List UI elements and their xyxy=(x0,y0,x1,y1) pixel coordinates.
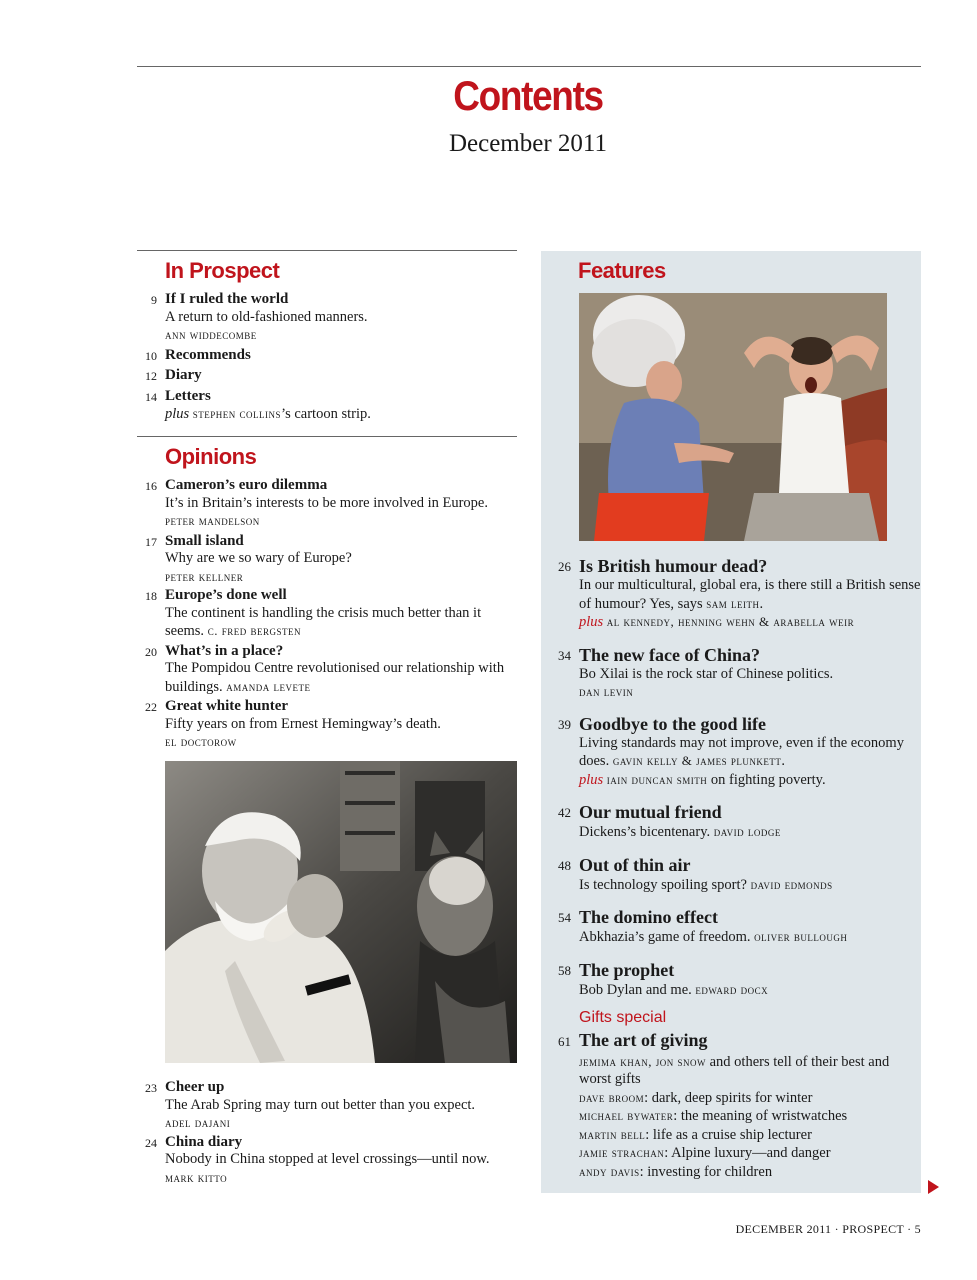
description-text: Bob Dylan and me. xyxy=(579,981,692,998)
item-author: peter mandelson xyxy=(165,513,260,528)
description-end: . xyxy=(759,595,764,612)
page-number: 12 xyxy=(145,369,157,383)
features-list xyxy=(541,555,921,1181)
top-rule xyxy=(137,66,921,67)
item-title: China diary xyxy=(165,1133,243,1150)
page-number: 39 xyxy=(558,716,571,732)
description-text: Dickens’s bicentenary. xyxy=(579,824,711,840)
page-number: 9 xyxy=(151,293,157,307)
description-text: Is technology spoiling sport? xyxy=(579,876,747,893)
page-number: 22 xyxy=(145,700,157,714)
description-text: The Pompidou Centre revolutionised our relationship with buildings. xyxy=(165,660,505,695)
item-title: Cheer up xyxy=(165,1079,225,1095)
item-description xyxy=(579,876,921,895)
item-author: amanda levete xyxy=(226,678,311,694)
item-author: david lodge xyxy=(713,824,781,839)
page-number: 10 xyxy=(145,348,157,363)
list-item[interactable] xyxy=(541,801,921,842)
list-item[interactable] xyxy=(137,388,517,424)
gifts-intro xyxy=(579,1053,921,1089)
gifts-intro-text: and others tell of their best and worst gifts xyxy=(579,1053,890,1087)
item-title: The new face of China? xyxy=(579,644,760,665)
gifts-line-author: dave broom xyxy=(579,1089,645,1105)
item-title: Small island xyxy=(165,532,244,549)
list-item[interactable] xyxy=(137,291,517,344)
page-number: 16 xyxy=(145,479,157,493)
item-title: Goodbye to the good life xyxy=(579,713,766,734)
gifts-line xyxy=(579,1089,921,1108)
gifts-special-label: Gifts special xyxy=(579,1009,667,1026)
gifts-line xyxy=(579,1107,921,1126)
gifts-line-text: : dark, deep spirits for winter xyxy=(644,1089,813,1106)
page-number: 23 xyxy=(145,1081,157,1095)
item-author: peter kellner xyxy=(165,568,244,584)
item-author: gavin kelly & james plunkett xyxy=(612,753,782,768)
gifts-line-text: : Alpine luxury—and danger xyxy=(664,1145,831,1161)
list-item[interactable] xyxy=(137,643,517,697)
list-item[interactable] xyxy=(137,587,517,641)
page-number: 26 xyxy=(558,559,571,574)
list-item[interactable] xyxy=(137,477,517,531)
item-plus xyxy=(579,613,921,632)
gifts-intro-names: jemima khan, jon snow xyxy=(579,1053,706,1069)
item-author: sam leith xyxy=(706,595,760,611)
page-title: Contents xyxy=(453,72,603,119)
item-title: Letters xyxy=(165,387,211,404)
description-end: . xyxy=(781,753,786,769)
page-number: 34 xyxy=(558,647,571,663)
gifts-line xyxy=(579,1126,921,1145)
page-number: 14 xyxy=(145,389,157,404)
in-prospect-heading: In Prospect xyxy=(165,258,280,283)
in-prospect-rule xyxy=(137,250,517,251)
item-title: What’s in a place? xyxy=(165,642,284,659)
gifts-line-text: : the meaning of wristwatches xyxy=(673,1108,848,1124)
gifts-line-text: : life as a cruise ship lecturer xyxy=(645,1126,812,1143)
features-heading: Features xyxy=(578,258,666,283)
description-text: Abkhazia’s game of freedom. xyxy=(579,929,751,945)
list-item[interactable] xyxy=(541,906,921,947)
item-description xyxy=(579,735,921,771)
list-item[interactable] xyxy=(541,959,921,1000)
plus-text: on fighting poverty. xyxy=(707,771,826,788)
item-description: Bo Xilai is the rock star of Chinese politics. xyxy=(579,665,834,682)
item-title: Out of thin air xyxy=(579,854,691,875)
hemingway-photo-illustration xyxy=(165,761,517,1063)
list-item[interactable] xyxy=(137,1134,517,1187)
issue-date: December 2011 xyxy=(448,130,608,157)
gifts-line-author: andy davis xyxy=(579,1163,640,1179)
item-title: Great white hunter xyxy=(165,698,289,714)
item-description: Why are we so wary of Europe? xyxy=(165,550,352,566)
page-number: 58 xyxy=(558,962,571,978)
page-number: 48 xyxy=(558,857,571,873)
item-author: adel dajani xyxy=(165,1115,231,1130)
item-description xyxy=(165,660,517,696)
item-title: Diary xyxy=(165,367,202,383)
gifts-line-text: : investing for children xyxy=(639,1163,773,1180)
gifts-line xyxy=(579,1163,921,1182)
list-item[interactable] xyxy=(541,555,921,632)
item-description: The Arab Spring may turn out better than you expect. xyxy=(165,1096,476,1113)
item-author: oliver bullough xyxy=(754,929,848,944)
in-prospect-list xyxy=(137,291,517,424)
item-title: The domino effect xyxy=(579,907,718,927)
list-item[interactable] xyxy=(137,347,517,365)
page-number: 54 xyxy=(558,910,571,925)
opinions-heading: Opinions xyxy=(165,444,257,469)
page-number: 61 xyxy=(558,1034,571,1049)
item-title: Is British humour dead? xyxy=(579,556,768,576)
page-folio: DECEMBER 2011 · PROSPECT · 5 xyxy=(735,1222,921,1236)
opinions-list xyxy=(137,477,517,751)
item-description xyxy=(165,495,517,531)
gifts-line-author: jamie strachan xyxy=(579,1145,665,1160)
page-number: 42 xyxy=(558,805,571,820)
item-plus xyxy=(579,771,921,790)
item-description xyxy=(579,577,921,613)
item-description: A return to old-fashioned manners. xyxy=(165,308,368,325)
item-title: Recommends xyxy=(165,346,251,363)
opinions-list-continued xyxy=(137,1079,517,1186)
plus-author: iain duncan smith xyxy=(606,771,708,787)
list-item[interactable] xyxy=(137,1079,517,1132)
description-text: In our multicultural, global era, is there still a British sense of humour? Yes, says xyxy=(579,577,921,612)
features-photo-illustration xyxy=(579,293,887,541)
item-title: Our mutual friend xyxy=(579,802,722,822)
plus-text: ’s cartoon strip. xyxy=(281,406,371,422)
item-author: ann widdecombe xyxy=(165,327,257,342)
description-text: It’s in Britain’s interests to be more involved in Europe. xyxy=(165,494,488,511)
plus-label: plus xyxy=(579,614,604,630)
page-number: 24 xyxy=(145,1135,157,1150)
item-author: c. fred bergsten xyxy=(207,623,301,638)
description-text: The continent is handling the crisis much better than it seems. xyxy=(165,604,482,639)
page-number: 18 xyxy=(145,589,157,603)
list-item[interactable] xyxy=(541,644,921,701)
item-title: Europe’s done well xyxy=(165,587,287,603)
item-title: If I ruled the world xyxy=(165,291,289,307)
list-item[interactable] xyxy=(541,713,921,790)
list-item[interactable] xyxy=(541,854,921,895)
item-author: el doctorow xyxy=(165,734,237,749)
opinions-rule xyxy=(137,436,517,437)
item-author: edward docx xyxy=(695,981,769,997)
gifts-line xyxy=(579,1144,921,1163)
item-description xyxy=(579,823,921,842)
page-number: 20 xyxy=(145,644,157,659)
item-title: The prophet xyxy=(579,959,675,980)
item-description xyxy=(579,981,921,1000)
list-item[interactable] xyxy=(137,367,517,385)
list-item[interactable] xyxy=(137,533,517,586)
item-author: stephen collins xyxy=(192,406,282,421)
hemingway-photo xyxy=(165,761,517,1063)
page-number: 17 xyxy=(145,534,157,549)
item-author: mark kitto xyxy=(165,1169,228,1185)
description-text: Living standards may not improve, even if the economy does. xyxy=(579,734,904,769)
list-item[interactable] xyxy=(137,698,517,751)
item-author: david edmonds xyxy=(750,876,833,892)
item-title: The art of giving xyxy=(579,1029,708,1050)
gifts-special-item[interactable] xyxy=(541,1009,921,1181)
plus-label: plus xyxy=(579,771,604,788)
next-page-arrow-icon[interactable] xyxy=(928,1180,939,1194)
gifts-line-author: michael bywater xyxy=(579,1108,674,1123)
item-description xyxy=(165,405,517,424)
item-description: Nobody in China stopped at level crossings—until now. xyxy=(165,1151,490,1167)
item-title: Cameron’s euro dilemma xyxy=(165,477,328,493)
gifts-line-author: martin bell xyxy=(579,1126,646,1142)
item-author: dan levin xyxy=(579,684,634,699)
item-description: Fifty years on from Ernest Hemingway’s death. xyxy=(165,715,441,732)
item-description xyxy=(165,605,517,641)
plus-label: plus xyxy=(165,406,190,422)
features-photo xyxy=(579,293,887,541)
item-description xyxy=(579,928,921,947)
plus-authors: al kennedy, henning wehn & arabella weir xyxy=(606,614,855,629)
